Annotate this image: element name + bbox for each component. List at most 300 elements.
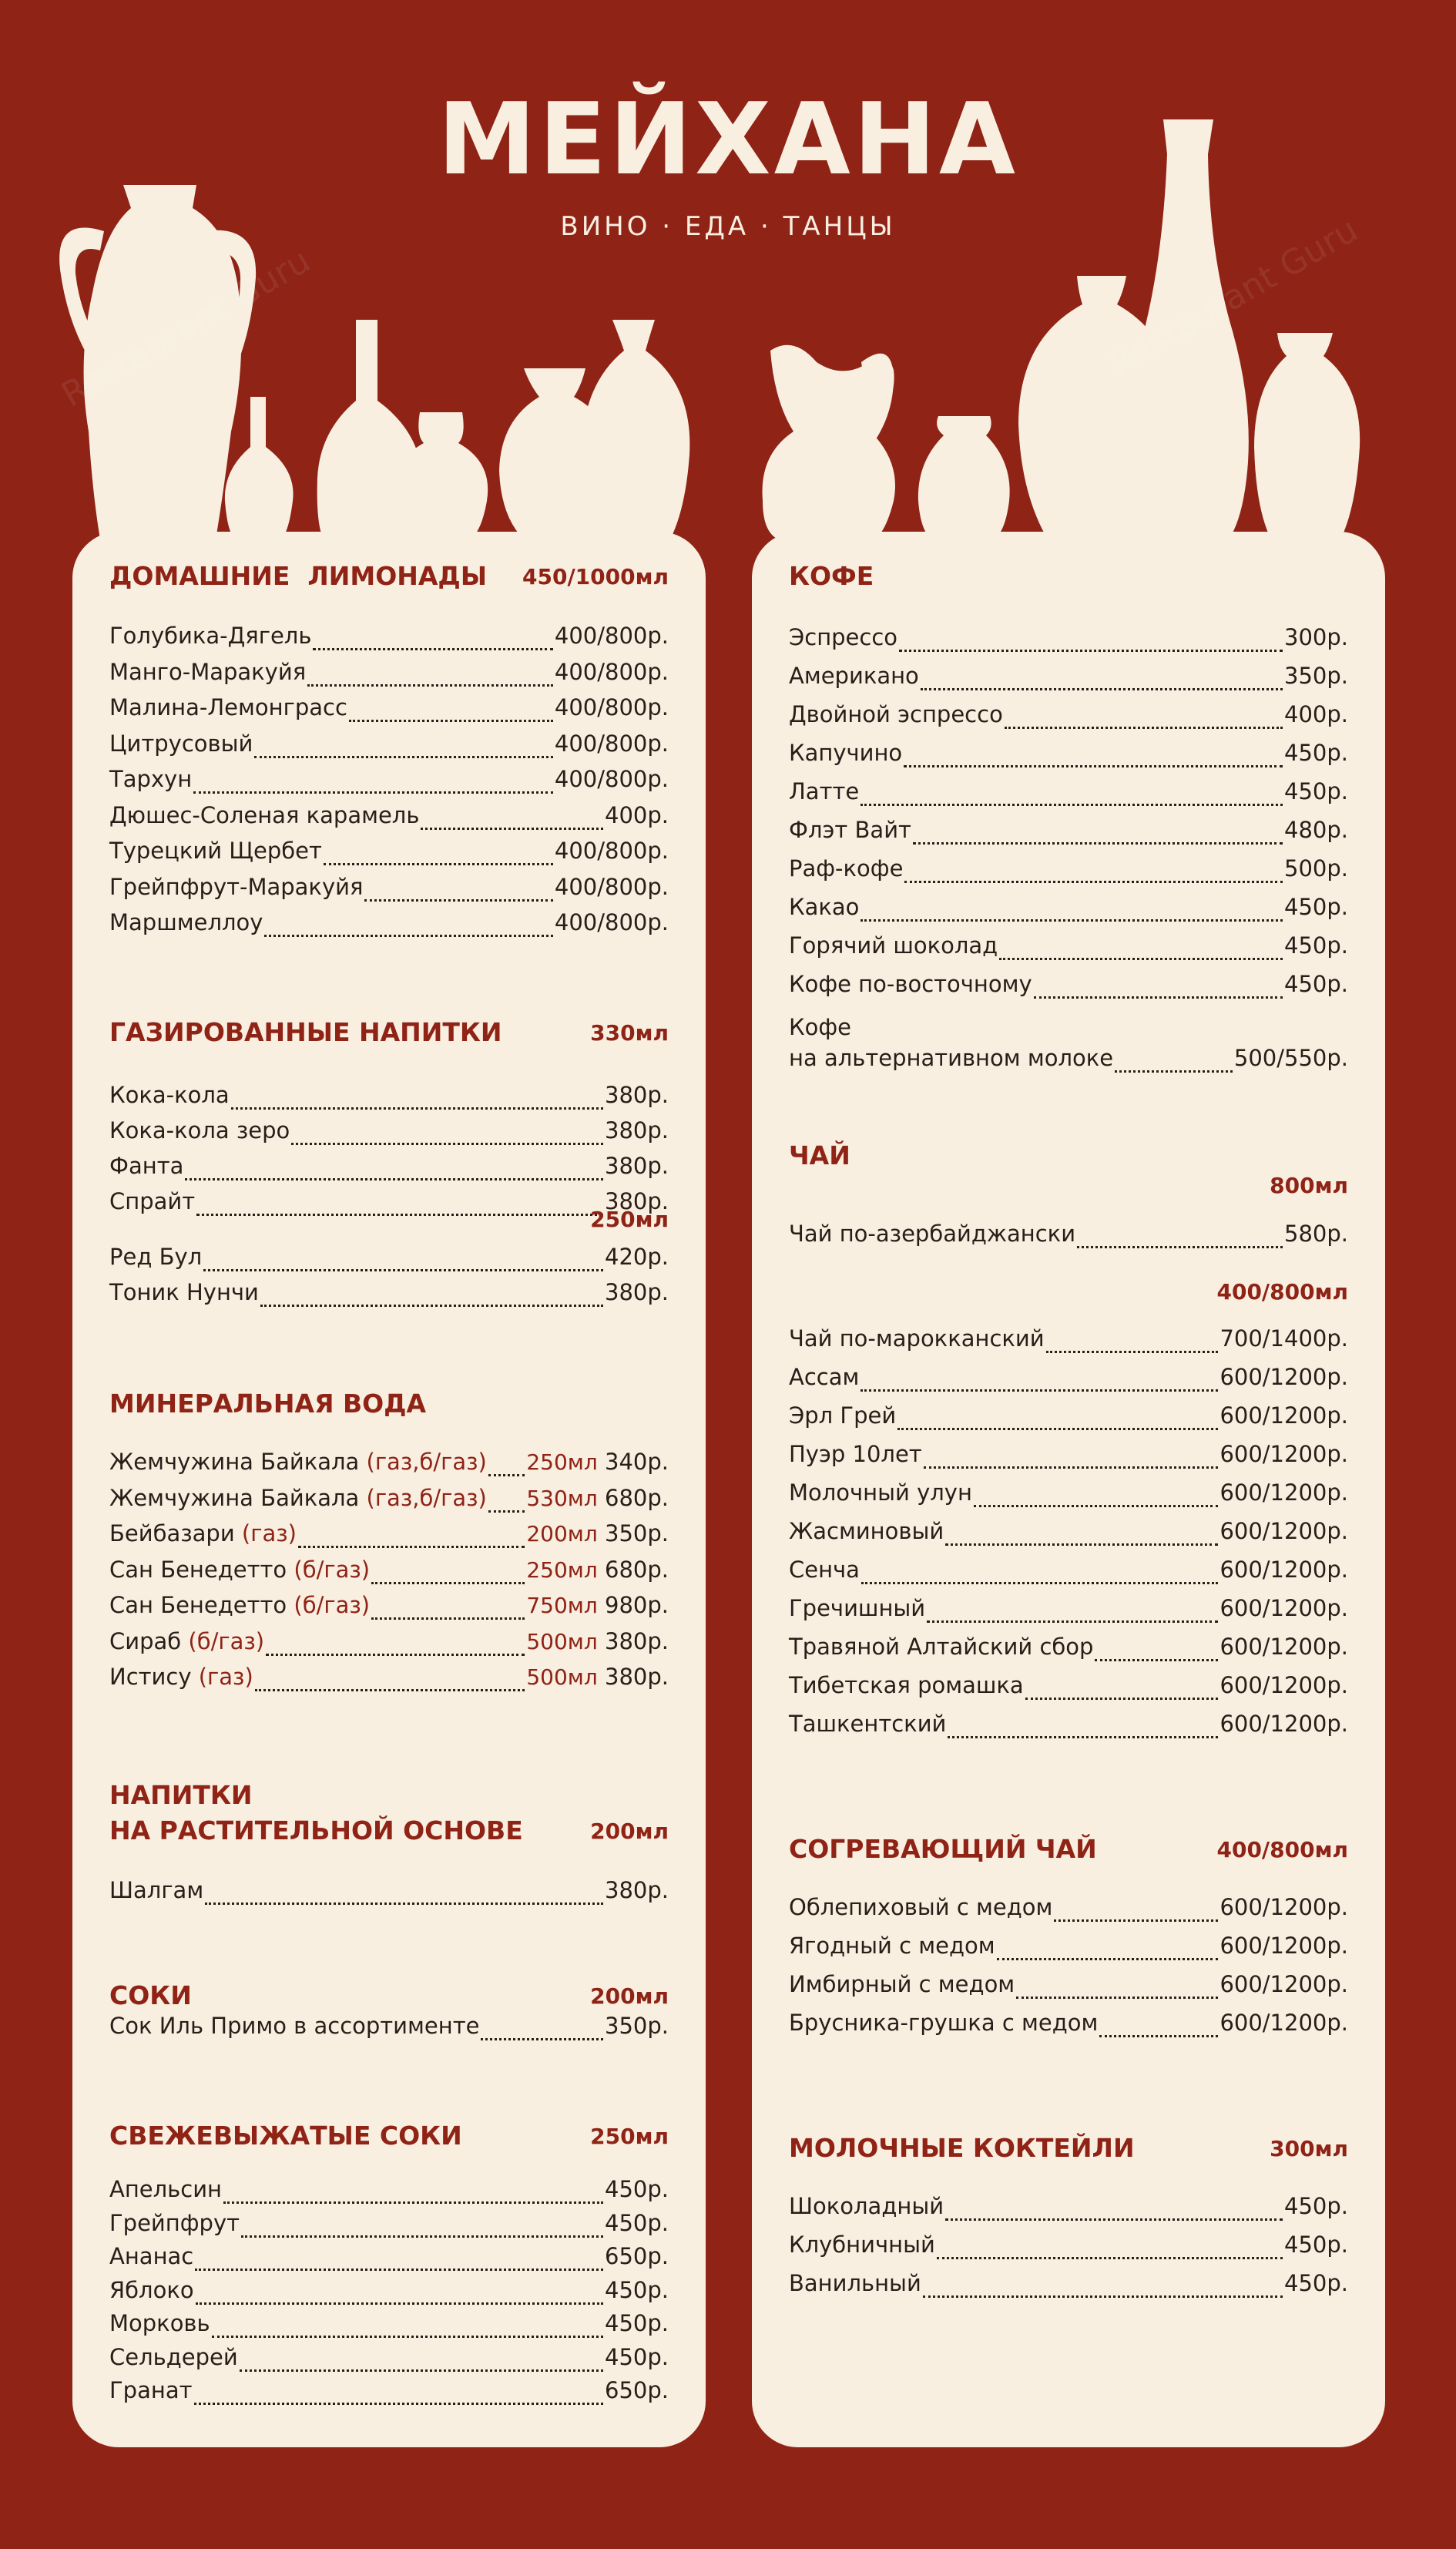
menu-item-price: 400р. <box>605 801 669 828</box>
menu-item <box>789 1479 1348 1515</box>
menu-item <box>109 1485 669 1520</box>
menu-item-price: 600/1200р. <box>1219 1518 1348 1544</box>
menu-item-price: 380р. <box>605 1279 669 1305</box>
dot-leader <box>481 2038 603 2040</box>
menu-item <box>109 874 669 909</box>
menu-item-name-text: Пуэр 10лет <box>789 1441 922 1467</box>
menu-item-name-text: Шоколадный <box>789 2193 944 2219</box>
menu-item-name-text: Ананас <box>109 2243 194 2269</box>
menu-item-price: 450р. <box>1284 971 1348 997</box>
menu-item-price: 400/800р. <box>554 730 669 757</box>
dot-leader <box>948 1736 1218 1738</box>
menu-item-price: 600/1200р. <box>1219 1364 1348 1390</box>
menu-item-name-text: Яблоко <box>109 2276 194 2303</box>
menu-item <box>109 766 669 801</box>
section-title: СОГРЕВАЮЩИЙ ЧАЙ <box>789 1834 1097 1864</box>
menu-item <box>109 2344 669 2379</box>
menu-item-price: 680р. <box>605 1484 669 1511</box>
menu-item <box>109 2243 669 2279</box>
menu-item-name <box>789 1595 925 1621</box>
menu-item-size: 750мл <box>526 1593 598 1618</box>
menu-item-price: 600/1200р. <box>1219 1441 1348 1467</box>
menu-item-name <box>109 694 347 720</box>
menu-item-price: 500/550р. <box>1233 1045 1348 1071</box>
menu-item <box>109 1557 669 1592</box>
section-title: МОЛОЧНЫЕ КОКТЕЙЛИ <box>789 2133 1135 2163</box>
menu-item-name <box>109 1628 264 1654</box>
menu-item <box>789 701 1348 737</box>
section-title: НАПИТКИ <box>109 1780 253 1810</box>
menu-item-name <box>109 874 363 900</box>
menu-item-price: 500р. <box>1284 855 1348 882</box>
menu-item <box>789 778 1348 814</box>
menu-item-price: 600/1200р. <box>1219 1557 1348 1583</box>
menu-item-name-text: Двойной эспрессо <box>789 701 1003 727</box>
menu-item-name-text: Жасминовый <box>789 1518 944 1544</box>
menu-item-name <box>789 1325 1045 1352</box>
menu-item <box>789 1595 1348 1630</box>
menu-item-name <box>109 909 263 935</box>
section-header <box>109 561 669 595</box>
menu-item <box>789 2232 1348 2267</box>
menu-item-name <box>789 1933 995 1959</box>
menu-item-note: (газ,б/газ) <box>366 1484 487 1511</box>
menu-item-price: 400/800р. <box>554 658 669 685</box>
menu-item-name-text: Горячий шоколад <box>789 932 998 959</box>
menu-item-price: 380р. <box>605 1117 669 1144</box>
menu-item-name <box>109 2277 194 2303</box>
menu-item <box>789 2193 1348 2228</box>
brand-subtitle: ВИНО · ЕДА · ТАНЦЫ <box>560 211 896 242</box>
menu-item-name <box>789 1557 860 1583</box>
menu-item-name-text: Шалгам <box>109 1877 204 1903</box>
menu-item-price: 400/800р. <box>554 766 669 792</box>
menu-item <box>789 1364 1348 1399</box>
menu-item-name-text: Голубика-Дягель <box>109 623 312 649</box>
menu-item-note: (б/газ) <box>294 1592 371 1618</box>
menu-item-name-text: Грейпфрут-Маракуйя <box>109 873 364 900</box>
menu-item-price: 600/1200р. <box>1219 1894 1348 1920</box>
section-volume: 330мл <box>590 1020 669 1046</box>
menu-item <box>789 1402 1348 1438</box>
menu-item-name <box>789 971 1032 997</box>
menu-item <box>109 1664 669 1699</box>
menu-item-name <box>789 1634 1093 1660</box>
menu-item <box>789 1971 1348 2007</box>
dot-leader <box>255 1689 525 1691</box>
menu-item-price: 600/1200р. <box>1219 1595 1348 1621</box>
menu-item <box>789 1518 1348 1553</box>
dot-leader <box>861 804 1283 806</box>
menu-item-name-text: Сенча <box>789 1557 860 1583</box>
dot-leader <box>488 1474 525 1476</box>
menu-item <box>109 838 669 873</box>
section-title: ДОМАШНИЕ ЛИМОНАДЫ <box>109 561 488 591</box>
section-header <box>109 1980 669 2014</box>
menu-item-price: 450р. <box>605 2209 669 2236</box>
menu-item-name <box>789 817 911 843</box>
dot-leader <box>974 1505 1219 1507</box>
dot-leader <box>196 1214 603 1216</box>
menu-item-name <box>109 2210 240 2236</box>
menu-item-name <box>109 2013 479 2039</box>
menu-item-price: 450р. <box>605 2343 669 2370</box>
menu-item-name-text: Истису <box>109 1664 199 1690</box>
menu-item-name-text: Клубничный <box>789 2232 935 2258</box>
menu-item-price: 450р. <box>605 2176 669 2202</box>
dot-leader <box>897 1428 1218 1430</box>
menu-item <box>789 1325 1348 1361</box>
dot-leader <box>264 935 552 937</box>
menu-item-size: 200мл <box>526 1521 598 1547</box>
section-header <box>109 1780 669 1814</box>
dot-leader <box>861 919 1283 922</box>
menu-item-name-text: Эрл Грей <box>789 1402 897 1429</box>
dot-leader <box>307 684 553 687</box>
menu-item-name-text: Раф-кофе <box>789 855 904 882</box>
menu-item <box>109 2210 669 2245</box>
section-header <box>109 1815 669 1849</box>
menu-item-price: 600/1200р. <box>1219 1479 1348 1506</box>
menu-item-price: 420р. <box>605 1244 669 1270</box>
menu-item-price: 380р. <box>605 1153 669 1179</box>
menu-item <box>109 1877 669 1913</box>
menu-item <box>109 623 669 658</box>
menu-item-price: 350р. <box>1284 663 1348 689</box>
section-volume: 800мл <box>1270 1173 1348 1198</box>
dot-leader <box>324 863 553 865</box>
dot-leader <box>241 2235 603 2238</box>
menu-item-name <box>789 778 859 804</box>
section-header <box>109 2121 669 2154</box>
menu-item-price: 380р. <box>605 1877 669 1903</box>
dot-leader <box>921 688 1283 690</box>
menu-item-name-text: Флэт Вайт <box>789 817 911 843</box>
dot-leader <box>1077 1246 1283 1248</box>
menu-item-name <box>109 659 306 685</box>
dot-leader <box>1095 1659 1218 1661</box>
section-title: МИНЕРАЛЬНАЯ ВОДА <box>109 1389 427 1419</box>
menu-item <box>109 802 669 838</box>
dot-leader <box>205 1903 603 1905</box>
dot-leader <box>861 1582 1218 1584</box>
dot-leader <box>223 2201 603 2204</box>
menu-item-name-text: Молочный улун <box>789 1479 972 1506</box>
dot-leader <box>1115 1070 1233 1073</box>
dot-leader <box>899 650 1283 652</box>
menu-item-name <box>789 2010 1098 2036</box>
menu-item <box>789 1933 1348 1968</box>
menu-item-price: 400/800р. <box>554 838 669 864</box>
menu-item-name-text: Сан Бенедетто <box>109 1556 294 1583</box>
menu-item-price: 450р. <box>605 2310 669 2336</box>
menu-item <box>789 624 1348 660</box>
menu-item-name <box>109 2377 193 2403</box>
menu-item-price: 450р. <box>1284 2270 1348 2296</box>
dot-leader <box>193 791 553 794</box>
menu-item-price: 400/800р. <box>554 694 669 720</box>
menu-item-price: 400/800р. <box>554 873 669 900</box>
menu-item-name: Фанта <box>109 1153 184 1179</box>
menu-item-name <box>109 2310 210 2336</box>
dot-leader <box>997 1958 1219 1960</box>
menu-item-price: 300р. <box>1284 624 1348 650</box>
menu-item-name-text: Ташкентский <box>789 1711 947 1737</box>
dot-leader <box>364 899 552 902</box>
section-title: СВЕЖЕВЫЖАТЫЕ СОКИ <box>109 2121 462 2151</box>
menu-item-name-text: Грейпфрут <box>109 2209 240 2236</box>
section-header <box>789 2133 1348 2167</box>
menu-item <box>109 2176 669 2211</box>
menu-item-name <box>109 1449 487 1475</box>
menu-item <box>109 2310 669 2346</box>
dot-leader <box>266 1654 525 1656</box>
dot-leader <box>913 842 1283 845</box>
menu-item-name <box>109 1557 370 1583</box>
menu-item-size: 530мл <box>526 1485 598 1511</box>
menu-item-name: Чай по-азербайджански <box>789 1221 1076 1247</box>
menu-item-price: 450р. <box>605 2276 669 2303</box>
dot-leader <box>231 1107 603 1110</box>
menu-item-price: 650р. <box>605 2377 669 2403</box>
section-volume: 400/800мл <box>1216 1279 1348 1305</box>
menu-item <box>109 1188 669 1224</box>
menu-item-name-text: Какао <box>789 894 860 920</box>
menu-item-name <box>109 623 311 649</box>
section-volume: 250мл <box>590 2124 669 2149</box>
dot-leader <box>195 2269 603 2271</box>
menu-item-name-text: Сан Бенедетто <box>109 1592 294 1618</box>
menu-item-name-text: Кофе по-восточному <box>789 971 1032 997</box>
menu-item-price: 450р. <box>1284 2232 1348 2258</box>
dot-leader <box>927 1620 1218 1623</box>
menu-item <box>789 1221 1348 1256</box>
menu-item <box>109 2013 669 2048</box>
section-header <box>109 1017 669 1051</box>
section-title: СОКИ <box>109 1980 192 2010</box>
section-title: ЧАЙ <box>789 1140 850 1170</box>
menu-item-price: 600/1200р. <box>1219 1711 1348 1737</box>
menu-item-name-text: Ванильный <box>789 2270 921 2296</box>
menu-item-name <box>789 663 919 689</box>
dot-leader <box>260 1305 603 1307</box>
menu-item-note: (б/газ) <box>294 1556 371 1583</box>
menu-item <box>109 1628 669 1664</box>
menu-item <box>789 1894 1348 1929</box>
menu-item-name <box>789 1441 922 1467</box>
dot-leader <box>1054 1919 1218 1922</box>
dot-leader <box>254 756 553 758</box>
menu-item-name <box>109 1520 297 1547</box>
menu-item-name-text: Травяной Алтайский сбор <box>789 1634 1094 1660</box>
dot-leader <box>196 2302 603 2305</box>
menu-item-name-text: Турецкий Щербет <box>109 838 322 864</box>
menu-item-price: 400/800р. <box>554 909 669 935</box>
section-title: ГАЗИРОВАННЫЕ НАПИТКИ <box>109 1017 502 1047</box>
menu-item-price: 600/1200р. <box>1219 1634 1348 1660</box>
section-header <box>789 1834 1348 1868</box>
menu-item-name <box>789 1479 972 1506</box>
menu-item <box>109 659 669 694</box>
menu-item-name <box>789 894 859 920</box>
menu-item-price: 450р. <box>1284 778 1348 804</box>
menu-item-name <box>109 1664 253 1690</box>
menu-item-name <box>789 740 902 766</box>
watermark: Guru <box>225 240 317 317</box>
dot-leader <box>924 1466 1219 1469</box>
section-volume: 200мл <box>590 1819 669 1844</box>
dot-leader <box>371 1617 525 1620</box>
menu-item-name-text: Ассам <box>789 1364 860 1390</box>
menu-item-name <box>789 1518 944 1544</box>
dot-leader <box>240 2369 603 2372</box>
menu-item <box>109 1449 669 1484</box>
dot-leader <box>313 648 552 650</box>
menu-card-left <box>72 532 706 2447</box>
menu-item-name-text: Жемчужина Байкала <box>109 1484 367 1511</box>
menu-item <box>109 1117 669 1153</box>
menu-item-name-text: Облепиховый с медом <box>789 1894 1053 1920</box>
dot-leader <box>371 1582 525 1584</box>
menu-item <box>109 1279 669 1315</box>
dot-leader <box>945 1543 1218 1546</box>
menu-item <box>109 1592 669 1627</box>
menu-item-name-text: Эспрессо <box>789 624 898 650</box>
menu-item <box>789 740 1348 775</box>
menu-item-name <box>789 1402 896 1429</box>
menu-item <box>789 894 1348 929</box>
menu-item-name <box>789 855 903 882</box>
dot-leader <box>203 1269 603 1271</box>
dot-leader <box>945 2218 1283 2221</box>
menu-item-name <box>789 701 1003 727</box>
menu-item <box>789 1557 1348 1592</box>
menu-item-name-text: Имбирный с медом <box>789 1971 1015 1997</box>
menu-item-name <box>789 1711 946 1737</box>
menu-item-price: 340р. <box>605 1449 669 1475</box>
menu-item-name <box>109 730 253 757</box>
menu-item-name <box>789 2270 921 2296</box>
menu-item-price: 350р. <box>605 1520 669 1547</box>
menu-item-name-text: Чай по-марокканский <box>789 1325 1045 1352</box>
dot-leader <box>185 1178 603 1180</box>
menu-item-name-text: Апельсин <box>109 2176 223 2202</box>
menu-item-name-text: Морковь <box>109 2310 210 2336</box>
menu-item <box>109 694 669 730</box>
menu-item <box>789 817 1348 852</box>
menu-item <box>789 1441 1348 1476</box>
menu-item <box>109 1520 669 1556</box>
section-volume: 200мл <box>590 1983 669 2009</box>
menu-item <box>789 1711 1348 1746</box>
menu-item-name-text: Капучино <box>789 740 903 766</box>
menu-item-name <box>789 624 897 650</box>
dot-leader <box>1005 727 1283 729</box>
menu-item <box>789 1672 1348 1708</box>
menu-item <box>789 855 1348 891</box>
menu-card-right <box>752 532 1385 2447</box>
menu-item-name <box>789 2232 935 2258</box>
menu-item-name-text: Маршмеллоу <box>109 909 263 935</box>
watermark: Restaurant Guru <box>1102 210 1365 385</box>
menu-item-price: 600/1200р. <box>1219 2010 1348 2036</box>
section-volume: 400/800мл <box>1216 1837 1348 1862</box>
menu-item-price: 650р. <box>605 2243 669 2269</box>
section-header <box>789 561 1348 595</box>
dot-leader <box>212 2336 603 2338</box>
menu-item-name-text: Сельдерей <box>109 2343 238 2370</box>
menu-item-price: 380р. <box>605 1627 669 1654</box>
menu-item-name: Спрайт <box>109 1188 196 1214</box>
menu-item-name-text: Манго-Маракуйя <box>109 658 307 685</box>
menu-item-name <box>109 2344 238 2370</box>
menu-item-name-text: Гречишный <box>789 1595 926 1621</box>
menu-item-name <box>109 802 419 828</box>
section-subvolume: 250мл <box>590 1207 669 1232</box>
menu-item-price: 400/800р. <box>554 623 669 649</box>
menu-item-name-text: Жемчужина Байкала <box>109 1449 367 1475</box>
dot-leader <box>923 2295 1283 2298</box>
menu-item-name <box>109 2243 193 2269</box>
menu-item <box>789 663 1348 698</box>
menu-item-name-text: Тибетская ромашка <box>789 1672 1024 1698</box>
menu-item-name-text: Тархун <box>109 766 193 792</box>
menu-item <box>789 1045 1348 1080</box>
menu-item-price: 580р. <box>1284 1221 1348 1247</box>
header <box>0 0 1456 539</box>
dot-leader <box>904 765 1283 767</box>
menu-item-name-text: Цитрусовый <box>109 730 253 757</box>
section-header <box>789 1140 1348 1174</box>
dot-leader <box>291 1143 603 1145</box>
menu-item-price: 450р. <box>1284 932 1348 959</box>
dot-leader <box>1099 2035 1218 2037</box>
dot-leader <box>1046 1351 1219 1353</box>
menu-item <box>789 2010 1348 2045</box>
menu-item-name <box>109 838 322 864</box>
menu-item-name: Кока-кола зеро <box>109 1117 290 1144</box>
menu-item <box>109 730 669 766</box>
menu-item-name <box>109 1592 370 1618</box>
menu-item <box>789 2270 1348 2306</box>
menu-item-price: 450р. <box>1284 740 1348 766</box>
section-volume: 300мл <box>1270 2136 1348 2161</box>
menu-item-size: 250мл <box>526 1557 598 1583</box>
section-title: КОФЕ <box>789 561 874 591</box>
menu-item-name-text: Дюшес-Соленая карамель <box>109 801 420 828</box>
menu-item <box>109 909 669 945</box>
menu-item-price: 980р. <box>605 1592 669 1618</box>
menu-item-price: 600/1200р. <box>1219 1402 1348 1429</box>
menu-item-price: 700/1400р. <box>1219 1325 1348 1352</box>
menu-item-price: 450р. <box>1284 2193 1348 2219</box>
menu-item-name-text: Американо <box>789 663 919 689</box>
menu-item-price: 350р. <box>605 2013 669 2039</box>
menu-item-name <box>789 2193 944 2219</box>
menu-item-name-text: Ягодный с медом <box>789 1933 995 1959</box>
menu-item-name: на альтернативном молоке <box>789 1045 1114 1071</box>
menu-item-name <box>109 766 192 792</box>
menu-item-name <box>789 1971 1015 1997</box>
menu-item-price: 600/1200р. <box>1219 1933 1348 1959</box>
menu-item-name <box>789 1364 859 1390</box>
menu-item-name-text: Сок Иль Примо в ассортименте <box>109 2013 480 2039</box>
dot-leader <box>937 2257 1283 2259</box>
menu-item-price: 380р. <box>605 1664 669 1690</box>
dot-leader <box>999 958 1283 960</box>
menu-item <box>789 932 1348 968</box>
menu-item-name: Тоник Нунчи <box>109 1279 259 1305</box>
